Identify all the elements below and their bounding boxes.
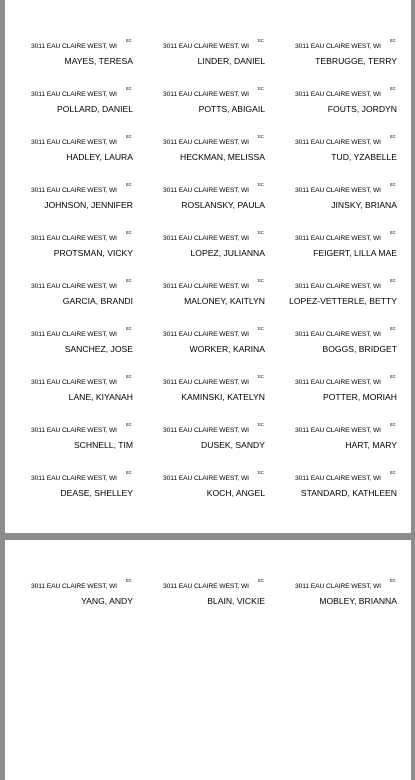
label-address: 3011 EAU CLAIRE WEST, WI	[31, 43, 117, 50]
label-person-name: PROTSMAN, VICKY	[53, 248, 133, 258]
label-location-code: EC	[126, 374, 132, 379]
label-address: 3011 EAU CLAIRE WEST, WI	[295, 235, 381, 242]
label-address: 3011 EAU CLAIRE WEST, WI	[295, 331, 381, 338]
address-label	[163, 230, 265, 266]
label-address: 3011 EAU CLAIRE WEST, WI	[295, 91, 381, 98]
label-location-code: EC	[258, 578, 264, 583]
label-person-name: KAMINSKI, KATELYN	[181, 392, 265, 402]
label-address: 3011 EAU CLAIRE WEST, WI	[295, 187, 381, 194]
label-location-code: EC	[126, 578, 132, 583]
label-location-code: EC	[258, 470, 264, 475]
label-location-code: EC	[390, 86, 396, 91]
label-person-name: FOUTS, JORDYN	[327, 104, 397, 114]
label-address: 3011 EAU CLAIRE WEST, WI	[31, 187, 117, 194]
label-location-code: EC	[390, 134, 396, 139]
address-label	[295, 422, 397, 458]
label-location-code: EC	[258, 182, 264, 187]
label-person-name: POTTER, MORIAH	[322, 392, 397, 402]
label-sheet-page-1	[5, 0, 411, 533]
label-address: 3011 EAU CLAIRE WEST, WI	[31, 91, 117, 98]
label-location-code: EC	[390, 278, 396, 283]
label-address: 3011 EAU CLAIRE WEST, WI	[295, 283, 381, 290]
address-label	[31, 182, 133, 218]
label-person-name: MOBLEY, BRIANNA	[319, 596, 397, 606]
label-person-name: WORKER, KARINA	[189, 344, 265, 354]
address-label	[289, 278, 397, 314]
label-person-name: HADLEY, LAURA	[66, 152, 133, 162]
address-label	[31, 374, 133, 410]
label-address: 3011 EAU CLAIRE WEST, WI	[31, 475, 117, 482]
label-address: 3011 EAU CLAIRE WEST, WI	[163, 139, 249, 146]
label-person-name: TUD, YZABELLE	[331, 152, 397, 162]
address-label	[163, 134, 265, 170]
label-person-name: DEASE, SHELLEY	[60, 488, 133, 498]
label-location-code: EC	[126, 326, 132, 331]
label-address: 3011 EAU CLAIRE WEST, WI	[163, 379, 249, 386]
label-address: 3011 EAU CLAIRE WEST, WI	[295, 583, 381, 590]
label-person-name: MALONEY, KAITLYN	[184, 296, 265, 306]
label-person-name: STANDARD, KATHLEEN	[300, 488, 397, 498]
label-address: 3011 EAU CLAIRE WEST, WI	[163, 43, 249, 50]
label-address: 3011 EAU CLAIRE WEST, WI	[31, 583, 117, 590]
label-location-code: EC	[258, 326, 264, 331]
label-sheet-page-2	[5, 540, 411, 780]
address-label	[163, 86, 265, 122]
label-location-code: EC	[390, 182, 396, 187]
address-label	[31, 38, 133, 74]
label-person-name: YANG, ANDY	[81, 596, 133, 606]
label-location-code: EC	[126, 134, 132, 139]
address-label	[31, 578, 133, 614]
label-person-name: TEBRUGGE, TERRY	[315, 56, 397, 66]
label-person-name: POLLARD, DANIEL	[57, 104, 133, 114]
label-address: 3011 EAU CLAIRE WEST, WI	[163, 91, 249, 98]
label-address: 3011 EAU CLAIRE WEST, WI	[163, 427, 249, 434]
address-label	[295, 374, 397, 410]
label-location-code: EC	[126, 86, 132, 91]
address-label	[31, 134, 133, 170]
label-location-code: EC	[258, 134, 264, 139]
label-location-code: EC	[126, 230, 132, 235]
label-address: 3011 EAU CLAIRE WEST, WI	[31, 427, 117, 434]
label-person-name: HECKMAN, MELISSA	[179, 152, 265, 162]
address-label	[163, 38, 265, 74]
label-address: 3011 EAU CLAIRE WEST, WI	[31, 235, 117, 242]
label-person-name: KOCH, ANGEL	[206, 488, 265, 498]
label-location-code: EC	[390, 578, 396, 583]
label-location-code: EC	[126, 278, 132, 283]
label-location-code: EC	[390, 422, 396, 427]
label-address: 3011 EAU CLAIRE WEST, WI	[295, 475, 381, 482]
label-location-code: EC	[258, 374, 264, 379]
label-person-name: JINSKY, BRIANA	[331, 200, 397, 210]
label-address: 3011 EAU CLAIRE WEST, WI	[295, 427, 381, 434]
address-label	[295, 326, 397, 362]
address-label	[295, 470, 397, 506]
label-location-code: EC	[390, 470, 396, 475]
label-location-code: EC	[258, 278, 264, 283]
label-person-name: JOHNSON, JENNIFER	[44, 200, 133, 210]
label-location-code: EC	[126, 182, 132, 187]
address-label	[163, 578, 265, 614]
label-address: 3011 EAU CLAIRE WEST, WI	[163, 331, 249, 338]
label-person-name: HART, MARY	[345, 440, 397, 450]
label-location-code: EC	[126, 422, 132, 427]
label-location-code: EC	[258, 86, 264, 91]
label-person-name: LOPEZ-VETTERLE, BETTY	[289, 296, 397, 306]
label-address: 3011 EAU CLAIRE WEST, WI	[31, 331, 117, 338]
label-person-name: LOPEZ, JULIANNA	[190, 248, 265, 258]
label-location-code: EC	[258, 422, 264, 427]
label-address: 3011 EAU CLAIRE WEST, WI	[31, 139, 117, 146]
label-person-name: SCHNELL, TIM	[73, 440, 133, 450]
address-label	[163, 326, 265, 362]
address-label	[163, 422, 265, 458]
label-location-code: EC	[390, 38, 396, 43]
label-location-code: EC	[258, 230, 264, 235]
address-label	[163, 470, 265, 506]
address-label	[295, 38, 397, 74]
address-label	[295, 230, 397, 266]
address-label	[31, 326, 133, 362]
label-location-code: EC	[258, 38, 264, 43]
label-location-code: EC	[390, 326, 396, 331]
label-address: 3011 EAU CLAIRE WEST, WI	[163, 283, 249, 290]
label-location-code: EC	[390, 374, 396, 379]
label-person-name: SANCHEZ, JOSE	[64, 344, 133, 354]
label-person-name: MAYES, TERESA	[64, 56, 133, 66]
label-location-code: EC	[126, 470, 132, 475]
label-person-name: GARCIA, BRANDI	[62, 296, 133, 306]
address-label	[31, 470, 133, 506]
label-person-name: POTTS, ABIGAIL	[198, 104, 265, 114]
label-person-name: FEIGERT, LILLA MAE	[313, 248, 397, 258]
label-address: 3011 EAU CLAIRE WEST, WI	[31, 283, 117, 290]
address-label	[163, 278, 265, 314]
label-person-name: LANE, KIYANAH	[68, 392, 133, 402]
address-label	[31, 230, 133, 266]
label-address: 3011 EAU CLAIRE WEST, WI	[163, 187, 249, 194]
label-person-name: LINDER, DANIEL	[197, 56, 265, 66]
label-address: 3011 EAU CLAIRE WEST, WI	[163, 475, 249, 482]
address-label	[295, 182, 397, 218]
label-location-code: EC	[390, 230, 396, 235]
address-label	[295, 134, 397, 170]
label-person-name: BLAIN, VICKIE	[207, 596, 265, 606]
address-label	[163, 182, 265, 218]
label-person-name: DUSEK, SANDY	[201, 440, 265, 450]
label-person-name: BOGGS, BRIDGET	[322, 344, 397, 354]
label-address: 3011 EAU CLAIRE WEST, WI	[31, 379, 117, 386]
label-address: 3011 EAU CLAIRE WEST, WI	[295, 139, 381, 146]
label-address: 3011 EAU CLAIRE WEST, WI	[295, 379, 381, 386]
address-label	[295, 578, 397, 614]
label-address: 3011 EAU CLAIRE WEST, WI	[295, 43, 381, 50]
label-address: 3011 EAU CLAIRE WEST, WI	[163, 583, 249, 590]
label-location-code: EC	[126, 38, 132, 43]
address-label	[31, 422, 133, 458]
label-address: 3011 EAU CLAIRE WEST, WI	[163, 235, 249, 242]
address-label	[31, 278, 133, 314]
label-person-name: ROSLANSKY, PAULA	[181, 200, 265, 210]
address-label	[163, 374, 265, 410]
address-label	[295, 86, 397, 122]
address-label	[31, 86, 133, 122]
